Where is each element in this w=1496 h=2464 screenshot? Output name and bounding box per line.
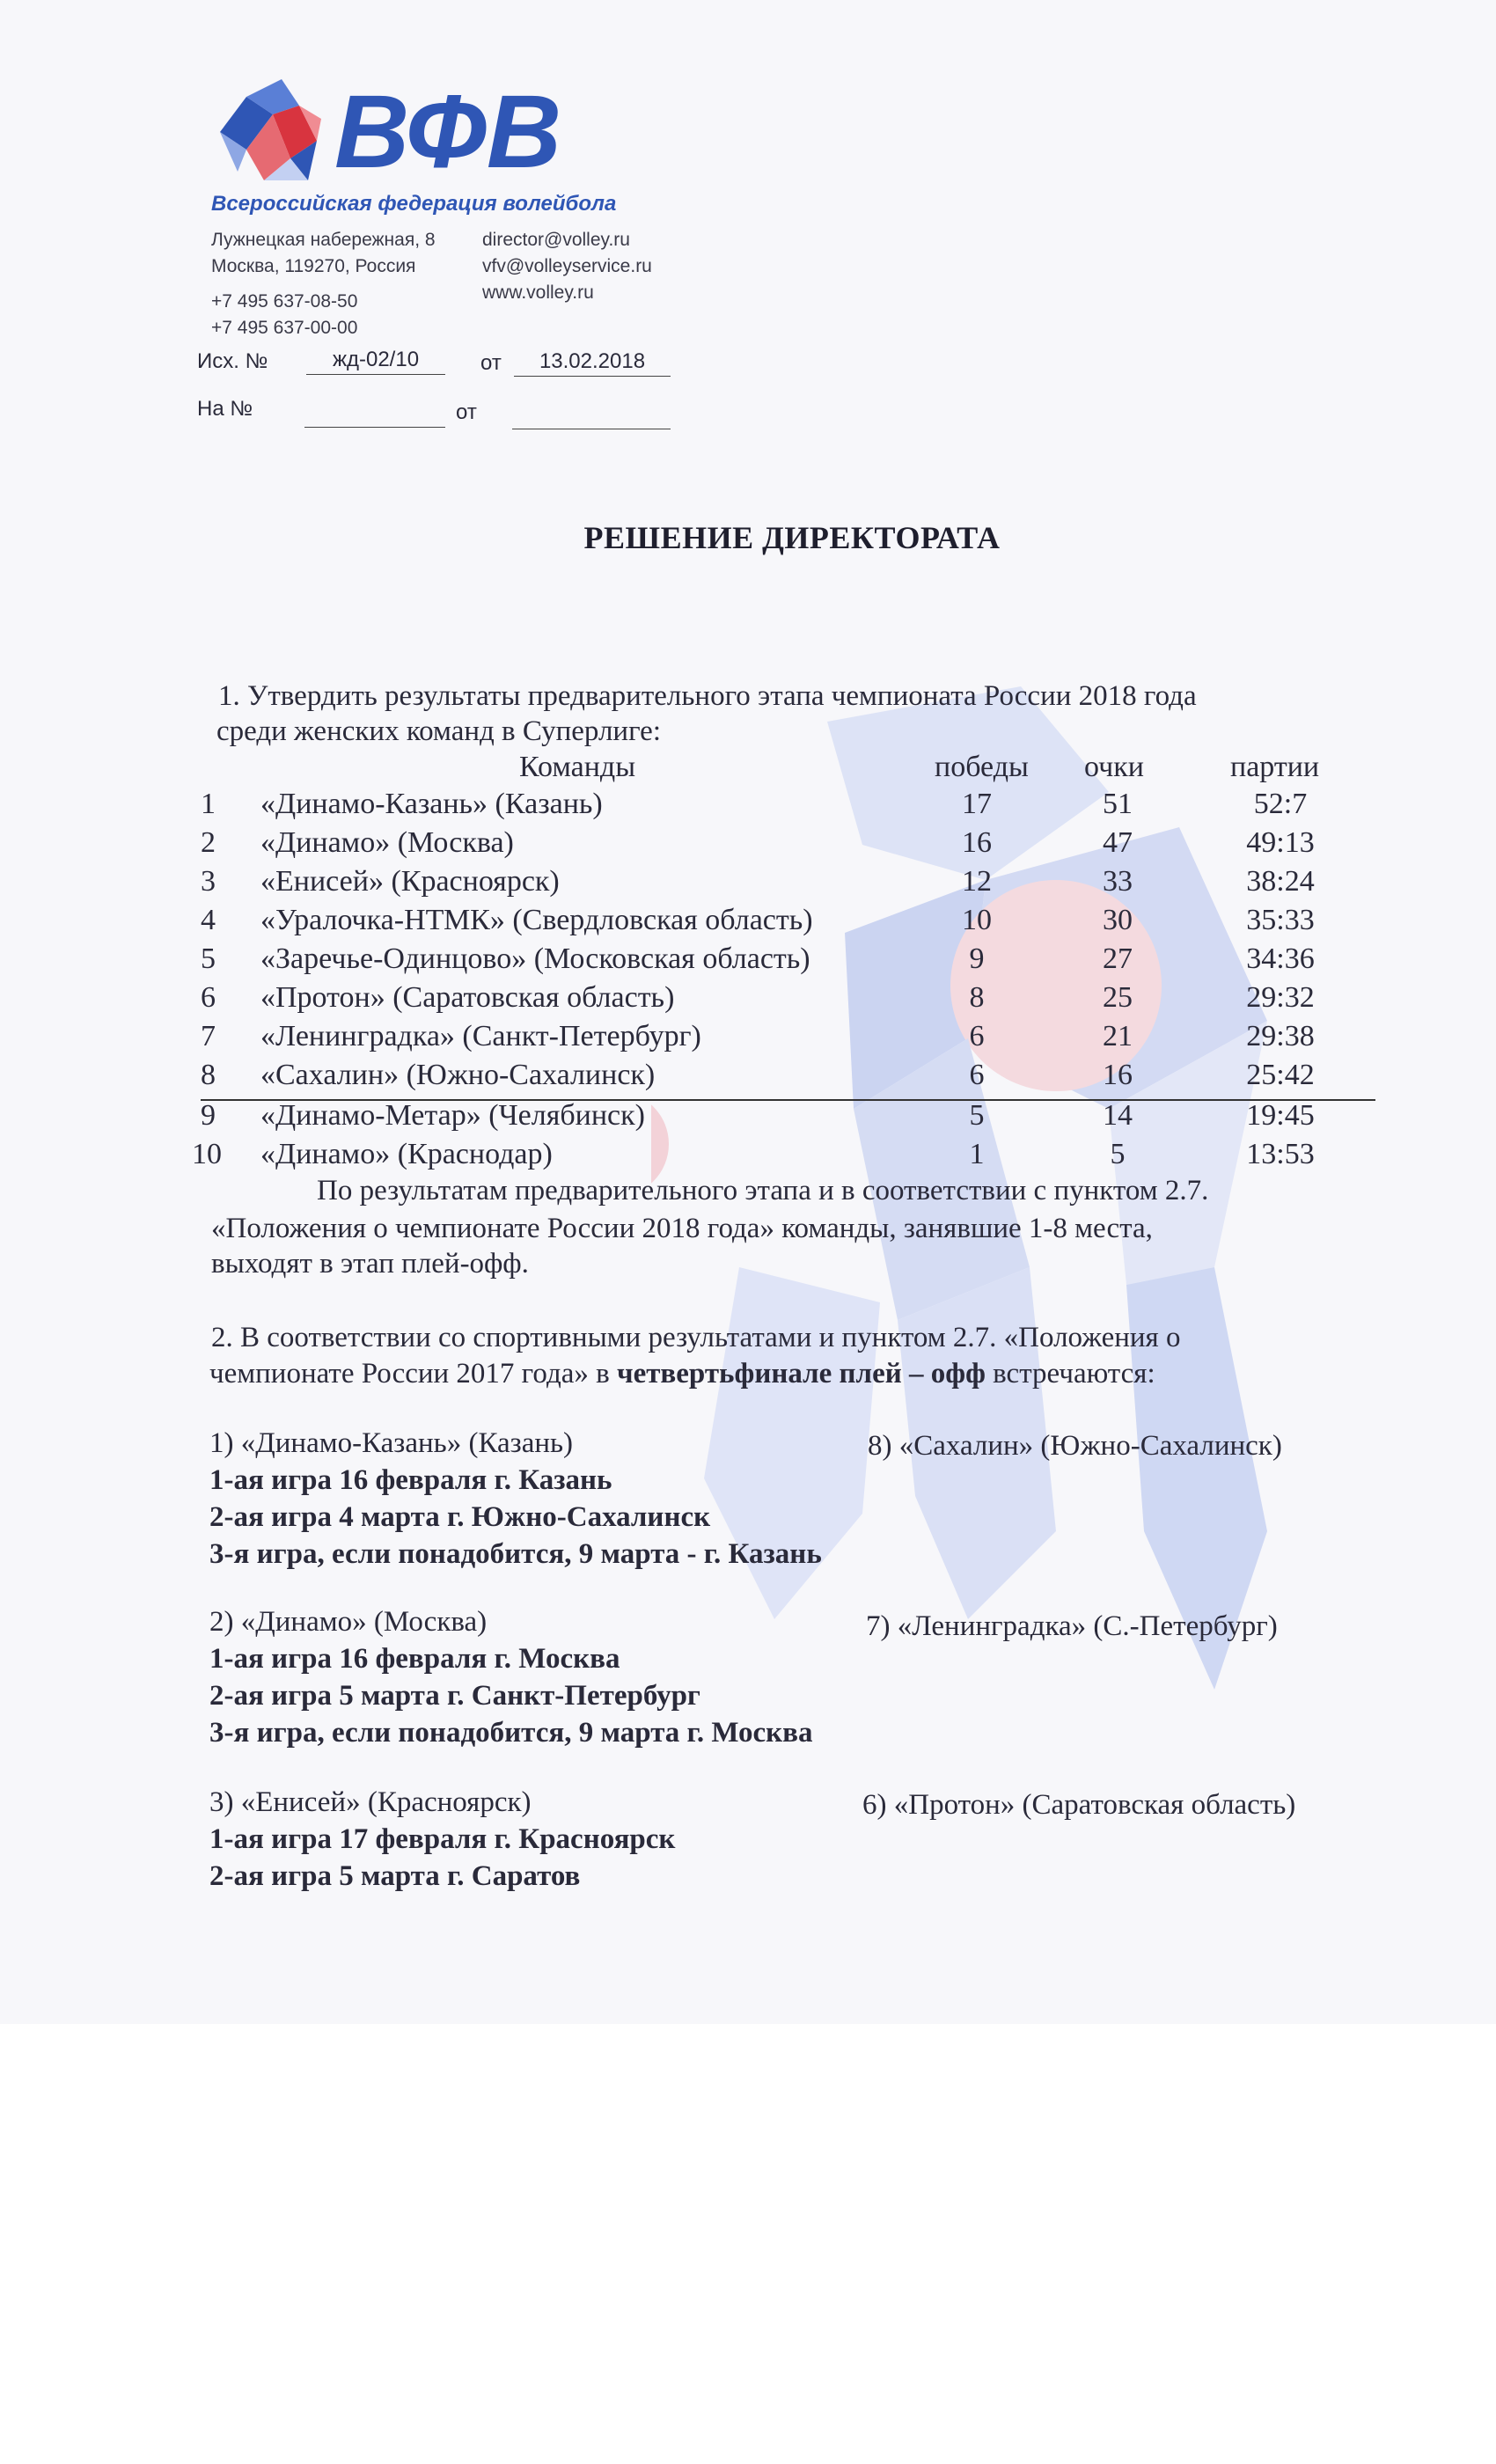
outgoing-date-value: 13.02.2018 — [514, 349, 671, 377]
team-cell: «Протон» (Саратовская область) — [260, 981, 675, 1014]
standings-table-header — [0, 751, 1496, 789]
table-row — [0, 826, 1496, 865]
email-line: vfv@volleyservice.ru — [482, 256, 652, 276]
wins-cell: 8 — [969, 981, 985, 1014]
game-line: 2-ая игра 5 марта г. Санкт-Петербург — [209, 1680, 700, 1712]
email-line: director@volley.ru — [482, 230, 630, 250]
header-teams: Команды — [519, 751, 636, 783]
game-line: 1-ая игра 16 февраля г. Москва — [209, 1643, 620, 1675]
away-team: 6) «Протон» (Саратовская область) — [862, 1789, 1296, 1821]
table-row — [0, 1099, 1496, 1138]
email-block — [482, 227, 652, 306]
points-cell: 5 — [1110, 1138, 1126, 1170]
team-cell: «Уралочка-НТМК» (Свердловская область) — [260, 904, 813, 936]
game-line: 1-ая игра 17 февраля г. Красноярск — [209, 1823, 676, 1855]
address-line: Москва, 119270, Россия — [211, 256, 416, 276]
sets-cell: 29:32 — [1246, 981, 1315, 1014]
document-title: РЕШЕНИЕ ДИРЕКТОРАТА — [583, 520, 1001, 555]
wins-cell: 16 — [962, 826, 992, 859]
wins-cell: 17 — [962, 788, 992, 820]
matchup-home — [209, 1784, 675, 1895]
points-cell: 33 — [1103, 865, 1133, 898]
matchup-home — [209, 1603, 813, 1751]
wins-cell: 10 — [962, 904, 992, 936]
rank-cell: 5 — [201, 942, 216, 975]
home-team: 1) «Динамо-Казань» (Казань) — [209, 1427, 574, 1459]
rank-cell: 1 — [201, 788, 216, 820]
sets-cell: 19:45 — [1246, 1099, 1315, 1132]
points-cell: 16 — [1103, 1059, 1133, 1091]
section2-emphasis: четвертьфинале плей – офф — [616, 1358, 986, 1390]
section2-line: 2. В соответствии со спортивными результатами и пунктом 2.7. «Положения о — [211, 1322, 1181, 1353]
section1-outcome-line: «Положения о чемпионате России 2018 года» команды, занявшие 1-8 места, — [211, 1213, 1153, 1244]
section2-line — [209, 1356, 1155, 1391]
table-row — [0, 1138, 1496, 1177]
team-cell: «Заречье-Одинцово» (Московская область) — [260, 942, 810, 975]
phone-line: +7 495 637-00-00 — [211, 318, 358, 338]
game-line: 2-ая игра 4 марта г. Южно-Сахалинск — [209, 1501, 711, 1533]
team-cell: «Сахалин» (Южно-Сахалинск) — [260, 1059, 656, 1091]
sets-cell: 52:7 — [1253, 788, 1308, 820]
wins-cell: 12 — [962, 865, 992, 898]
volleyball-mosaic-icon — [220, 79, 321, 180]
header-sets: партии — [1230, 751, 1320, 783]
wins-cell: 9 — [969, 942, 985, 975]
sets-cell: 34:36 — [1246, 942, 1315, 975]
points-cell: 14 — [1103, 1099, 1133, 1132]
game-line: 3-я игра, если понадобится, 9 марта г. Москва — [209, 1717, 813, 1749]
section1-intro-line: 1. Утвердить результаты предварительного этапа чемпионата России 2018 года — [218, 680, 1197, 712]
away-team: 8) «Сахалин» (Южно-Сахалинск) — [868, 1430, 1282, 1462]
team-cell: «Динамо-Метар» (Челябинск) — [260, 1099, 645, 1132]
table-row — [0, 1020, 1496, 1059]
game-line: 3-я игра, если понадобится, 9 марта - г. Казань — [209, 1538, 822, 1570]
wins-cell: 1 — [969, 1138, 985, 1170]
organization-name: Всероссийская федерация волейбола — [211, 192, 617, 216]
logo-letters: ВФВ — [334, 74, 562, 190]
points-cell: 25 — [1103, 981, 1133, 1014]
section2-text: встречаются: — [985, 1358, 1155, 1390]
home-team: 3) «Енисей» (Красноярск) — [209, 1786, 532, 1818]
rank-cell: 8 — [201, 1059, 216, 1091]
points-cell: 27 — [1103, 942, 1133, 975]
header-wins: победы — [935, 751, 1029, 783]
incoming-date-blank — [512, 402, 671, 429]
sets-cell: 29:38 — [1246, 1020, 1315, 1052]
section1-outcome-line: По результатам предварительного этапа и в соответствии с пунктом 2.7. — [317, 1175, 1209, 1206]
table-row — [0, 788, 1496, 826]
rank-cell: 6 — [201, 981, 216, 1014]
table-row — [0, 981, 1496, 1020]
rank-cell: 10 — [192, 1138, 222, 1170]
address-block — [211, 227, 436, 280]
vfv-logo — [211, 70, 625, 194]
game-line: 2-ая игра 5 марта г. Саратов — [209, 1860, 581, 1892]
points-cell: 47 — [1103, 826, 1133, 859]
section1-intro-line: среди женских команд в Суперлиге: — [216, 715, 661, 747]
wins-cell: 6 — [969, 1020, 985, 1052]
section2-text: чемпионате России 2017 года» в — [209, 1358, 617, 1390]
team-cell: «Енисей» (Красноярск) — [260, 865, 560, 898]
rank-cell: 2 — [201, 826, 216, 859]
incoming-number-blank — [304, 400, 445, 428]
table-row — [0, 942, 1496, 981]
team-cell: «Динамо-Казань» (Казань) — [260, 788, 603, 820]
team-cell: «Ленинградка» (Санкт-Петербург) — [260, 1020, 701, 1052]
sets-cell: 13:53 — [1246, 1138, 1315, 1170]
points-cell: 21 — [1103, 1020, 1133, 1052]
incoming-date-label: от — [456, 400, 477, 424]
outgoing-date-label: от — [480, 351, 502, 375]
sets-cell: 49:13 — [1246, 826, 1315, 859]
home-team: 2) «Динамо» (Москва) — [209, 1606, 488, 1638]
wins-cell: 6 — [969, 1059, 985, 1091]
table-row — [0, 1059, 1496, 1097]
outgoing-number-value: жд-02/10 — [306, 348, 445, 375]
rank-cell: 3 — [201, 865, 216, 898]
rank-cell: 9 — [201, 1099, 216, 1132]
team-cell: «Динамо» (Краснодар) — [260, 1138, 553, 1170]
points-cell: 51 — [1103, 788, 1133, 820]
wins-cell: 5 — [969, 1099, 985, 1132]
game-line: 1-ая игра 16 февраля г. Казань — [209, 1464, 612, 1496]
incoming-number-label: На № — [197, 397, 253, 421]
team-cell: «Динамо» (Москва) — [260, 826, 514, 859]
rank-cell: 7 — [201, 1020, 216, 1052]
address-line: Лужнецкая набережная, 8 — [211, 230, 436, 250]
sets-cell: 35:33 — [1246, 904, 1315, 936]
phone-line: +7 495 637-08-50 — [211, 291, 358, 312]
website-line: www.volley.ru — [482, 282, 594, 303]
table-row — [0, 865, 1496, 904]
outgoing-number-label: Исх. № — [197, 349, 268, 373]
rank-cell: 4 — [201, 904, 216, 936]
sets-cell: 25:42 — [1246, 1059, 1315, 1091]
points-cell: 30 — [1103, 904, 1133, 936]
away-team: 7) «Ленинградка» (С.-Петербург) — [866, 1610, 1278, 1642]
matchup-home — [209, 1425, 822, 1573]
sets-cell: 38:24 — [1246, 865, 1315, 898]
table-row — [0, 904, 1496, 942]
section1-outcome-line: выходят в этап плей-офф. — [211, 1248, 529, 1280]
phone-block — [211, 289, 357, 341]
header-points: очки — [1084, 751, 1144, 783]
